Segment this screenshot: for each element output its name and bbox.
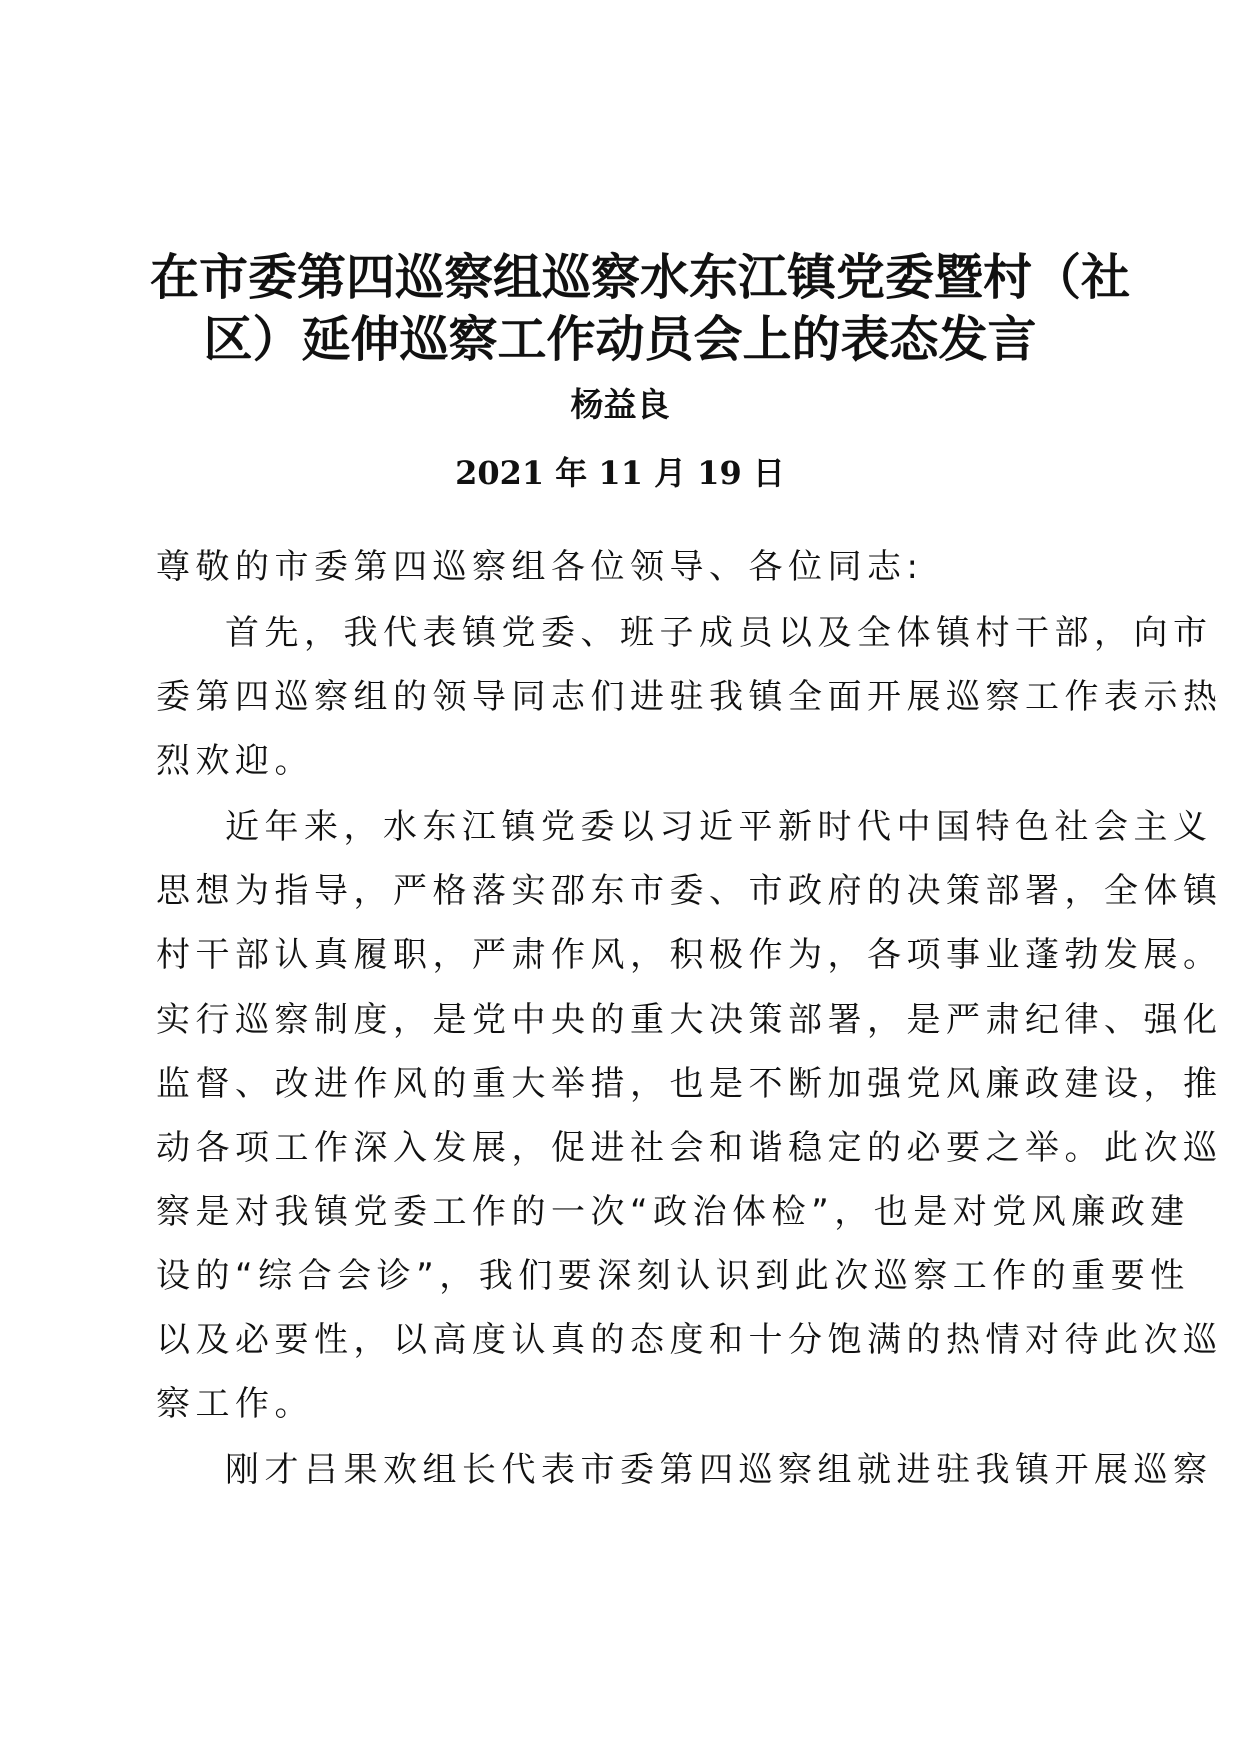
paragraph-3-line: 刚才吕果欢组长代表市委第四巡察组就进驻我镇开展巡察: [225, 1450, 1213, 1490]
paragraph-2-line: 设的“综合会诊”，我们要深刻认识到此次巡察工作的重要性: [156, 1256, 1190, 1296]
document-title-line-1: 在市委第四巡察组巡察水东江镇党委暨村（社: [150, 249, 1131, 306]
paragraph-1-line: 烈欢迎。: [156, 741, 314, 781]
salutation: 尊敬的市委第四巡察组各位领导、各位同志:: [156, 547, 924, 587]
paragraph-2-line: 思想为指导，严格落实邵东市委、市政府的决策部署，全体镇: [156, 871, 1223, 911]
paragraph-2-line: 以及必要性，以高度认真的态度和十分饱满的热情对待此次巡: [156, 1320, 1223, 1360]
paragraph-2-line: 动各项工作深入发展，促进社会和谐稳定的必要之举。此次巡: [156, 1128, 1223, 1168]
paragraph-2-line: 村干部认真履职，严肃作风，积极作为，各项事业蓬勃发展。: [156, 935, 1223, 975]
paragraph-1-line: 首先，我代表镇党委、班子成员以及全体镇村干部，向市: [225, 613, 1213, 653]
paragraph-2-line: 察工作。: [156, 1384, 314, 1424]
speech-date: 2021 年 11 月 19 日: [455, 454, 785, 492]
paragraph-2-line: 监督、改进作风的重大举措，也是不断加强党风廉政建设，推: [156, 1064, 1223, 1104]
paragraph-2-line: 近年来，水东江镇党委以习近平新时代中国特色社会主义: [225, 807, 1213, 847]
paragraph-2-line: 察是对我镇党委工作的一次“政治体检”，也是对党风廉政建: [156, 1192, 1190, 1232]
paragraph-2-line: 实行巡察制度，是党中央的重大决策部署，是严肃纪律、强化: [156, 1000, 1223, 1040]
paragraph-1-line: 委第四巡察组的领导同志们进驻我镇全面开展巡察工作表示热: [156, 677, 1223, 717]
document-title-line-2: 区）延伸巡察工作动员会上的表态发言: [203, 311, 1037, 368]
author-name: 杨益良: [570, 385, 670, 424]
